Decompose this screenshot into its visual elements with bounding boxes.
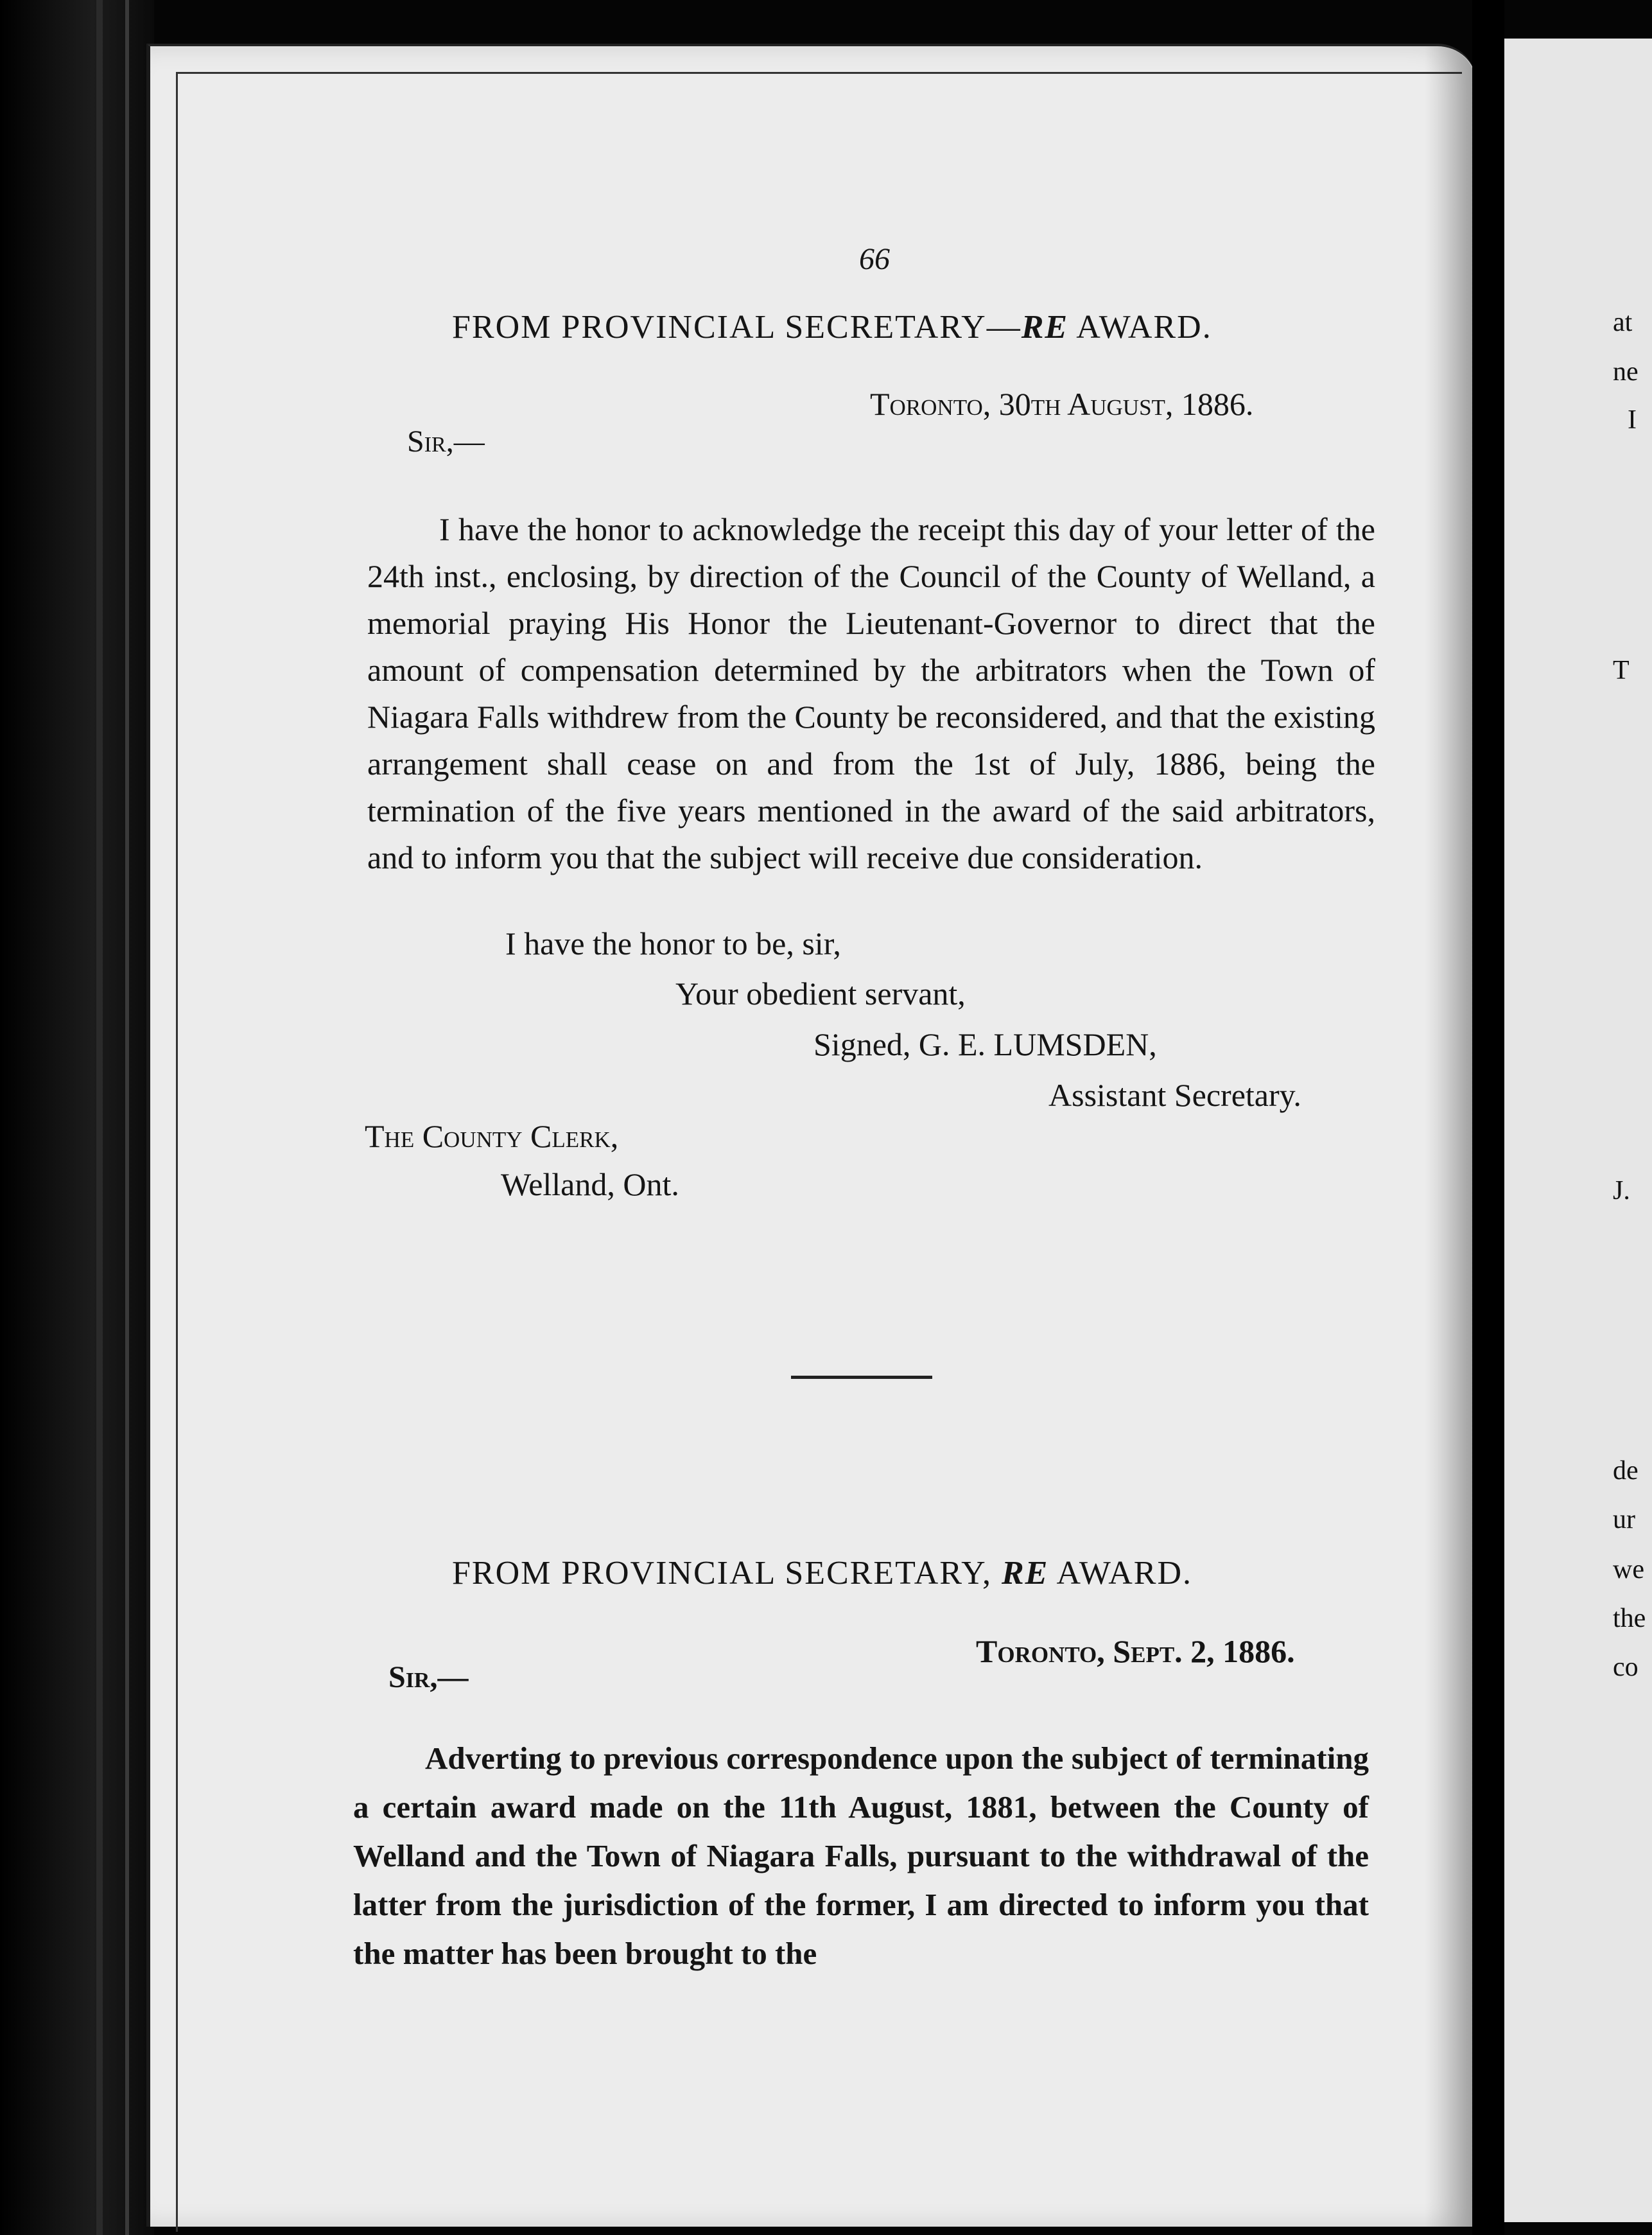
adjacent-page-fragment: T [1613, 656, 1630, 685]
letter1-closing-servant: Your obedient servant, [675, 976, 966, 1012]
heading-tail: AWARD. [1068, 309, 1212, 346]
heading-re: RE [1002, 1555, 1049, 1591]
letter2-body-text: Adverting to previous correspondence upon the subject of terminating a certain award made on the 11th August, 1881, between the County of Welland and the Town of Niagara Falls, pursuant to the withdrawal of the latter from the jurisdiction of the former, I am directed to inform you that the matter has been brought to the [353, 1740, 1369, 1971]
page-fold-shadow [1425, 46, 1476, 2227]
page-gutter [1472, 0, 1504, 2235]
letter1-body [367, 506, 1375, 881]
heading-text: FROM PROVINCIAL SECRETARY— [452, 309, 1022, 346]
heading-tail: AWARD. [1048, 1555, 1192, 1591]
letter1-salutation: Sir,— [407, 425, 485, 459]
letter1-addressee: The County Clerk, [365, 1118, 619, 1154]
adjacent-page-fragment: at [1613, 308, 1633, 337]
letter2-dateline: Toronto, Sept. 2, 1886. [976, 1633, 1295, 1669]
letter2-body [353, 1734, 1369, 1978]
adjacent-page-fragment: we [1613, 1555, 1644, 1584]
letter1-address: Welland, Ont. [501, 1166, 679, 1202]
letter1-dateline: Toronto, 30th August, 1886. [870, 386, 1254, 422]
letter1-signature: Signed, G. E. LUMSDEN, [813, 1026, 1157, 1062]
letter1-heading [452, 308, 1212, 346]
heading-re: RE [1021, 309, 1069, 346]
adjacent-page-fragment: co [1613, 1652, 1639, 1682]
letter1-signer-title: Assistant Secretary. [1048, 1077, 1301, 1113]
heading-text: FROM PROVINCIAL SECRETARY, [452, 1555, 1002, 1591]
adjacent-page-fragment: ur [1613, 1505, 1635, 1534]
adjacent-page-fragment: de [1613, 1456, 1639, 1486]
adjacent-page-fragment: ne [1613, 357, 1639, 387]
adjacent-page-fragment: J. [1613, 1176, 1630, 1205]
binding-stripe [125, 0, 129, 2235]
letter2-heading [452, 1554, 1192, 1592]
binding-edge [0, 0, 154, 2235]
letter1-closing: I have the honor to be, sir, [505, 925, 841, 961]
letter2-salutation: Sir,— [388, 1660, 469, 1694]
binding-stripe [96, 0, 103, 2235]
adjacent-page-fragment: I [1628, 405, 1637, 435]
section-divider [791, 1376, 932, 1379]
page-number: 66 [859, 242, 890, 276]
adjacent-page-fragment: the [1613, 1604, 1646, 1633]
letter1-body-text: I have the honor to acknowledge the receipt this day of your letter of the 24th inst., enclosing, by direction of the Council of the County of Welland, a memorial praying His Honor the Lieutenant-Governor to direct that the amount of compensation determined by the arbitrators when the Town of Niagara Falls withdrew from the County be reconsidered, and that the existing arrangement shall cease on and from the 1st of July, 1886, being the termination of the five years mentioned in the award of the said arbitrators, and to inform you that the subject will receive due consideration. [367, 511, 1375, 875]
